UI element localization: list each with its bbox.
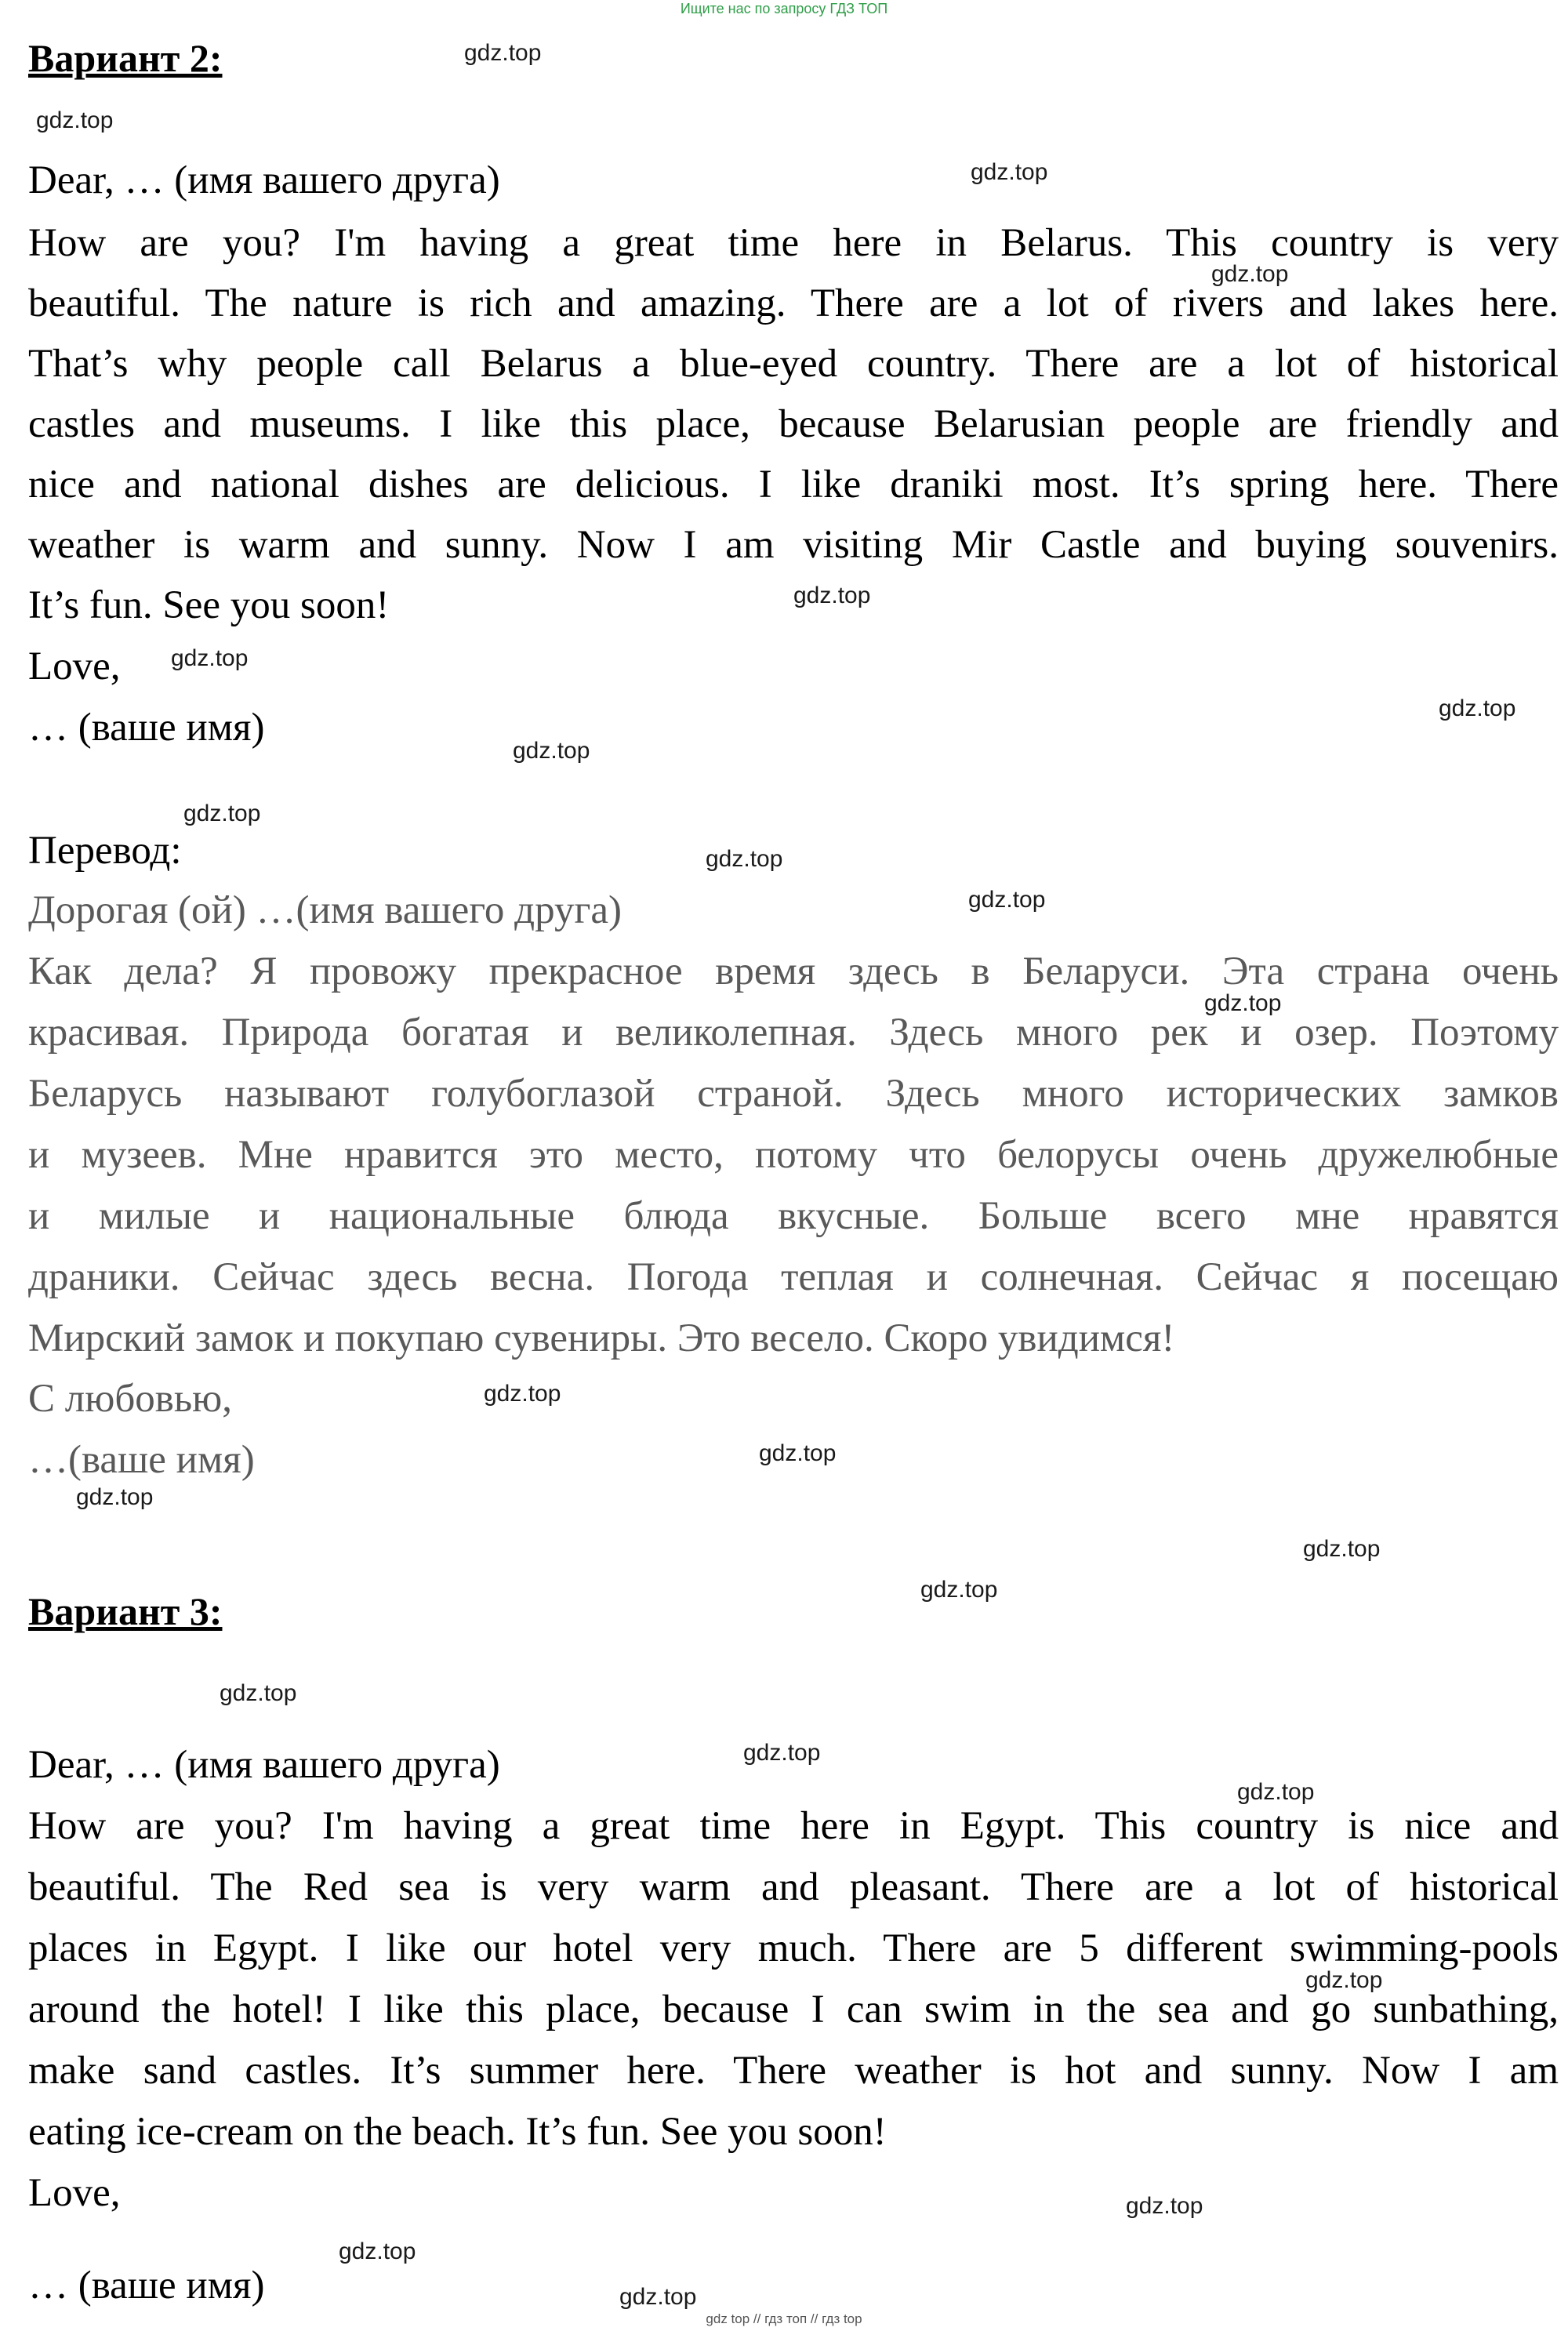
watermark: gdz.top [1204,990,1282,1016]
variant3-body-line: around the hotel! I like this place, because I can swim in the sea and go sunbathing, [28,1988,1559,2031]
watermark: gdz.top [183,801,261,826]
watermark: gdz.top [339,2238,416,2264]
variant3-closing: Love, [28,2171,121,2215]
watermark: gdz.top [76,1484,154,1510]
translation-body-line: и милые и национальные блюда вкусные. Больше всего мне нравятся [28,1194,1559,1238]
top-banner[interactable]: Ищите нас по запросу ГДЗ ТОП [680,1,888,16]
watermark: gdz.top [1303,1536,1381,1562]
watermark: gdz.top [971,159,1048,185]
variant2-body-line: weather is warm and sunny. Now I am visiting Mir Castle and buying souvenirs. [28,523,1559,567]
translation-body-line: Как дела? Я провожу прекрасное время здесь в Беларуси. Эта страна очень [28,949,1559,993]
watermark: gdz.top [920,1577,998,1603]
watermark: gdz.top [1439,695,1516,721]
variant3-body-line: places in Egypt. I like our hotel very much. There are 5 different swimming-pools [28,1926,1559,1970]
footer-watermark: gdz top // гдз топ // гдз top [706,2311,862,2326]
watermark: gdz.top [1237,1779,1315,1805]
variant2-heading: Вариант 2: [28,36,223,80]
watermark: gdz.top [220,1680,297,1706]
translation-body-line: Беларусь называют голубоглазой страной. Здесь много исторических замков [28,1072,1559,1116]
watermark: gdz.top [1305,1967,1383,1993]
watermark: gdz.top [36,107,114,133]
variant3-heading: Вариант 3: [28,1589,223,1633]
variant2-greeting: Dear, … (имя вашего друга) [28,158,500,202]
variant2-body-line: How are you? I'm having a great time here in Belarus. This country is very [28,221,1559,265]
translation-body-line: красивая. Природа богатая и великолепная. Здесь много рек и озер. Поэтому [28,1011,1559,1055]
watermark: gdz.top [619,2284,697,2310]
variant2-body-line: nice and national dishes are delicious. I like draniki most. It’s spring here. There [28,463,1559,507]
translation-label: Перевод: [28,829,182,873]
variant3-body-line: make sand castles. It’s summer here. There weather is hot and sunny. Now I am [28,2049,1559,2093]
translation-closing: С любовью, [28,1377,232,1421]
translation-body-line: и музеев. Мне нравится это место, потому что белорусы очень дружелюбные [28,1133,1559,1177]
watermark: gdz.top [1126,2193,1203,2219]
watermark: gdz.top [706,846,783,872]
variant3-body-line: How are you? I'm having a great time here in Egypt. This country is nice and [28,1804,1559,1848]
variant2-body-line: That’s why people call Belarus a blue-eyed country. There are a lot of historical [28,342,1559,386]
translation-body-line: драники. Сейчас здесь весна. Погода теплая и солнечная. Сейчас я посещаю [28,1255,1559,1299]
watermark: gdz.top [484,1381,561,1407]
watermark: gdz.top [513,738,590,764]
variant3-signature: … (ваше имя) [28,2264,265,2307]
variant2-signature: … (ваше имя) [28,706,265,750]
watermark: gdz.top [759,1440,837,1466]
variant3-body-line: eating ice-cream on the beach. It’s fun. See you soon! [28,2110,887,2154]
variant2-body-line: It’s fun. See you soon! [28,583,390,627]
variant2-body-line: castles and museums. I like this place, because Belarusian people are friendly and [28,402,1559,446]
watermark: gdz.top [793,583,871,608]
variant3-body-line: beautiful. The Red sea is very warm and pleasant. There are a lot of historical [28,1865,1559,1909]
watermark: gdz.top [1211,261,1289,287]
watermark: gdz.top [464,40,542,66]
watermark: gdz.top [743,1740,821,1766]
translation-signature: …(ваше имя) [28,1438,255,1482]
watermark: gdz.top [968,887,1046,913]
translation-body-line: Мирский замок и покупаю сувениры. Это весело. Скоро увидимся! [28,1316,1175,1360]
variant2-closing: Love, [28,644,121,688]
translation-greeting: Дорогая (ой) …(имя вашего друга) [28,888,622,932]
variant3-greeting: Dear, … (имя вашего друга) [28,1743,500,1787]
variant2-body-line: beautiful. The nature is rich and amazing. There are a lot of rivers and lakes here. [28,281,1559,325]
watermark: gdz.top [171,645,249,671]
